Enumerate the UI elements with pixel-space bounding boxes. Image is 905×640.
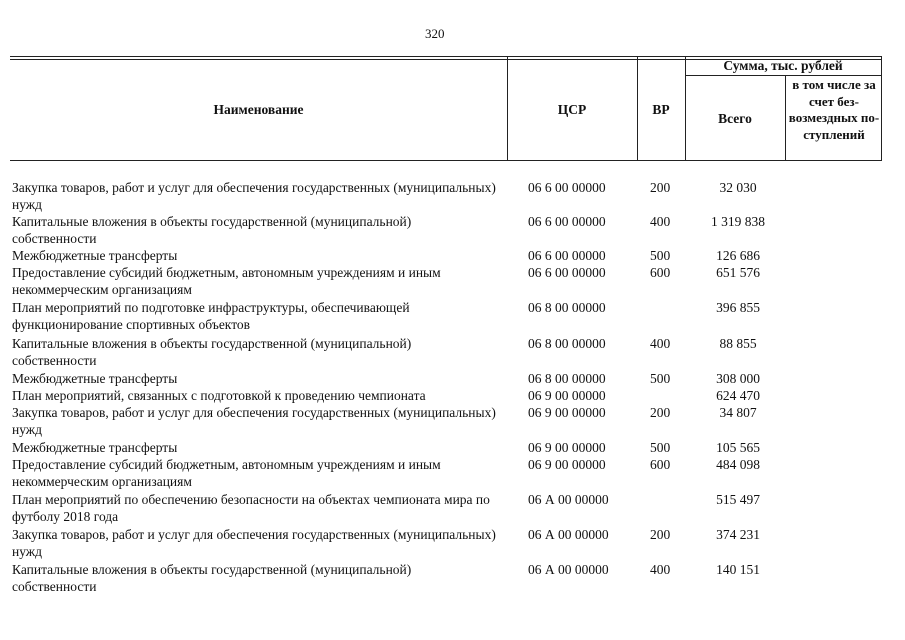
header-bottom-line [10,160,882,161]
amount-group-divider [685,75,882,76]
row-vr: 500 [650,371,671,386]
row-csr: 06 8 00 00000 [528,300,606,315]
table-right-border [881,56,882,161]
row-csr: 06 А 00 00000 [528,492,609,507]
row-csr: 06 9 00 00000 [528,388,606,403]
row-csr: 06 6 00 00000 [528,214,606,229]
row-total: 308 000 [716,371,760,386]
row-csr: 06 9 00 00000 [528,405,606,420]
row-csr: 06 8 00 00000 [528,371,606,386]
row-csr: 06 9 00 00000 [528,440,606,455]
header-vr: ВР [652,102,670,117]
row-total: 396 855 [716,300,760,315]
row-vr: 200 [650,527,671,542]
row-name: Закупка товаров, работ и услуг для обеспечения государственных (муниципальных) нужд [12,405,496,437]
row-total: 484 098 [716,457,760,472]
row-total: 88 855 [719,336,757,351]
header-top-line [10,56,882,57]
row-vr: 200 [650,180,671,195]
header-including-grants: в том числе за счет безвозмездных поступлений [788,77,880,142]
row-csr: 06 8 00 00000 [528,336,606,351]
row-name: Капитальные вложения в объекты государственной (муниципальной) собственности [12,336,412,368]
row-csr: 06 6 00 00000 [528,248,606,263]
row-total: 34 807 [719,405,757,420]
row-name: Предоставление субсидий бюджетным, автономным учреждениям и иным некоммерческим организациям [12,265,441,297]
row-csr: 06 А 00 00000 [528,562,609,577]
row-name: План мероприятий по подготовке инфраструктуры, обеспечивающей функционирование спортивных объектов [12,300,410,332]
row-total: 651 576 [716,265,760,280]
row-name: Межбюджетные трансферты [12,371,178,386]
row-total: 624 470 [716,388,760,403]
row-name: План мероприятий, связанных с подготовкой к проведению чемпионата [12,388,426,403]
row-vr: 200 [650,405,671,420]
row-name: Предоставление субсидий бюджетным, автономным учреждениям и иным некоммерческим организациям [12,457,441,489]
header-amount-group: Сумма, тыс. рублей [723,58,843,73]
row-name: Капитальные вложения в объекты государственной (муниципальной) собственности [12,562,412,594]
row-vr: 400 [650,336,671,351]
row-name: Закупка товаров, работ и услуг для обеспечения государственных (муниципальных) нужд [12,180,496,212]
header-name: Наименование [213,102,304,117]
row-name: План мероприятий по обеспечению безопасности на объектах чемпионата мира по футболу 2018 года [12,492,490,524]
row-name: Капитальные вложения в объекты государственной (муниципальной) собственности [12,214,412,246]
row-csr: 06 6 00 00000 [528,180,606,195]
row-vr: 500 [650,248,671,263]
row-total: 32 030 [719,180,757,195]
row-total: 105 565 [716,440,760,455]
row-name: Закупка товаров, работ и услуг для обеспечения государственных (муниципальных) нужд [12,527,496,559]
row-csr: 06 А 00 00000 [528,527,609,542]
row-csr: 06 9 00 00000 [528,457,606,472]
row-vr: 600 [650,265,671,280]
row-vr: 400 [650,214,671,229]
row-vr: 400 [650,562,671,577]
row-total: 126 686 [716,248,760,263]
row-csr: 06 6 00 00000 [528,265,606,280]
row-name: Межбюджетные трансферты [12,248,178,263]
row-name: Межбюджетные трансферты [12,440,178,455]
row-vr: 500 [650,440,671,455]
page-number: 320 [425,26,445,41]
header-csr: ЦСР [557,102,587,117]
row-total: 515 497 [716,492,760,507]
row-total: 374 231 [716,527,760,542]
row-total: 140 151 [716,562,760,577]
column-divider-total-including [785,75,786,161]
row-vr: 600 [650,457,671,472]
header-total: Всего [718,111,752,126]
row-total: 1 319 838 [711,214,765,229]
